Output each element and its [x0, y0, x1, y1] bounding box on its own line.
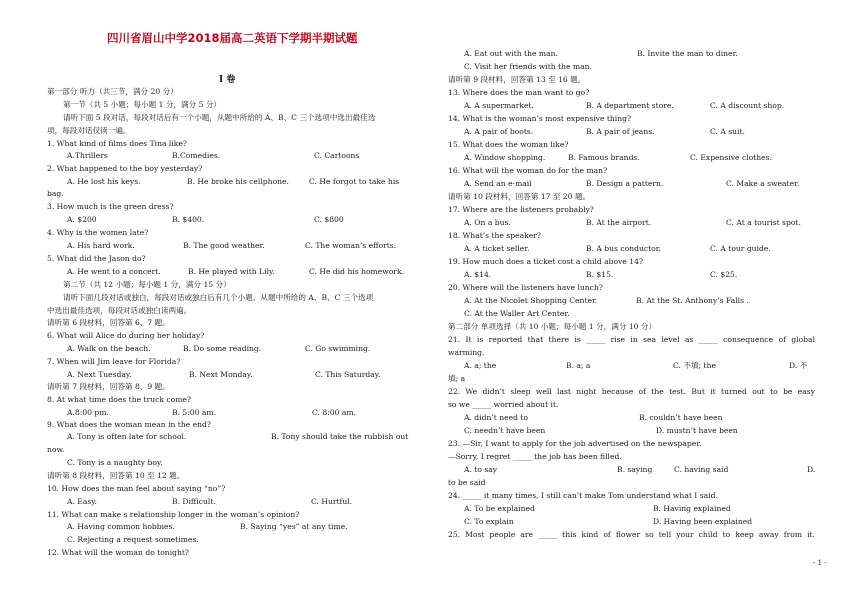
answer-option: C. Make a sweater.	[726, 179, 800, 188]
answer-option: A.8:00 pm.	[67, 408, 109, 417]
answer-option: B. $15.	[586, 270, 614, 279]
left-line: 1. What kind of films does Tina like?	[47, 139, 187, 148]
right-line: 21. It is reported that there is _____ rise in sea level as _____ consequence of global	[448, 335, 815, 344]
answer-option: B. Tony should take the rubbish out	[271, 432, 409, 441]
answer-option: A. to say	[464, 465, 498, 474]
answer-option: B. Invite the man to diner.	[637, 49, 738, 58]
answer-option: C. The woman’s efforts.	[305, 241, 397, 250]
right-line: warming.	[448, 348, 485, 357]
answer-option: C. having said	[674, 465, 729, 474]
answer-option: A. Having common hobbies.	[67, 522, 175, 531]
answer-option: C. Go swimming.	[305, 344, 371, 353]
answer-option: B. couldn’t have been	[639, 413, 723, 422]
left-line: 请听第 6 段材料，回答第 6、7 题。	[47, 318, 170, 327]
answer-option: A. $200	[67, 215, 97, 224]
answer-option: C. Cartoons	[314, 151, 360, 160]
answer-option: A. At the Nicolet Shopping Center.	[464, 296, 598, 305]
answer-option: A. a; the	[464, 361, 497, 370]
answer-option: D. 不	[789, 361, 808, 370]
answer-option: D. Having been explained	[653, 517, 753, 526]
answer-option: A. didn’t need to	[464, 413, 529, 422]
left-line: 3. How much is the green dress?	[47, 202, 174, 211]
answer-option: C. He forgot to take his	[309, 177, 400, 186]
answer-option: C. 8:00 am.	[312, 408, 356, 417]
answer-option: B. 5:00 am.	[172, 408, 217, 417]
right-line: so we _____ worried about it.	[448, 400, 559, 409]
left-line: now.	[47, 445, 65, 454]
left-line: 11. What can make s relationship longer in the woman’s opinion?	[47, 510, 300, 519]
right-line: 请听第 9 段材料，回答第 13 至 16 题。	[448, 75, 586, 84]
left-line: 8. At what time does the truck come?	[47, 395, 191, 404]
answer-option: B. At the St. Anthony’s Falls .	[636, 296, 749, 305]
answer-option: D.	[807, 465, 816, 474]
answer-option: A. Next Tuesday.	[67, 370, 132, 379]
left-line: 7. When will Jim leave for Florida?	[47, 357, 181, 366]
right-line: C. Visit her friends with the man.	[464, 62, 592, 71]
answer-option: B. He broke his cellphone.	[187, 177, 289, 186]
answer-option: B. He played with Lily.	[188, 267, 275, 276]
answer-option: C. Hurtful.	[311, 497, 353, 506]
answer-option: B. A department store.	[586, 101, 674, 110]
answer-option: B. Next Monday.	[189, 370, 253, 379]
answer-option: C. A discount shop.	[710, 101, 785, 110]
answer-option: C. Expensive clothes.	[690, 153, 772, 162]
left-line: 请听下面几段对话或独白，每段对话或独白后有几个小题，从题中所给的 A、B、C 三个选项	[63, 293, 374, 302]
answer-option: C. At a tourist spot.	[726, 218, 801, 227]
answer-option: B. saying	[617, 465, 653, 474]
answer-option: A. Window shopping.	[464, 153, 546, 162]
right-line: 请听第 10 段材料，回答第 17 至 20 题。	[448, 192, 591, 201]
left-line: 第一节（共 5 小题；每小题 1 分，满分 5 分）	[63, 100, 222, 109]
answer-option: A. Easy.	[67, 497, 97, 506]
right-line: to be said	[448, 478, 486, 487]
answer-option: A. Eat out with the man.	[464, 49, 558, 58]
left-line: 第一部分 听力（共三节，满分 20 分）	[47, 87, 178, 96]
answer-option: A. $14.	[464, 270, 492, 279]
right-line: 第二部分 单项选择（共 10 小题；每小题 1 分，满分 10 分）	[448, 322, 657, 331]
left-line: 4. Why is the women late?	[47, 228, 149, 237]
answer-option: C. 不填; the	[673, 361, 716, 370]
right-line: 19. How much does a ticket cost a child above 14?	[448, 257, 644, 266]
answer-option: A. Tony is often late for school.	[67, 432, 187, 441]
answer-option: B. A pair of jeans.	[586, 127, 655, 136]
answer-option: C. To explain	[464, 517, 514, 526]
answer-option: A. A ticket seller.	[464, 244, 530, 253]
answer-option: A. To be explained	[464, 504, 535, 513]
answer-option: B. $400.	[172, 215, 205, 224]
answer-option: C. needn’t have been	[464, 426, 546, 435]
left-line: 请听第 7 段材料，回答第 8、9 题。	[47, 382, 170, 391]
answer-option: B. The good weather.	[183, 241, 265, 250]
answer-option: C. This Saturday.	[315, 370, 381, 379]
left-line: 请听第 8 段材料，回答第 10 至 12 题。	[47, 471, 185, 480]
right-line: 22. We didn’t sleep well last night because of the test. But it turned out to be easy	[448, 387, 815, 396]
right-line: 24. _____ it many times, I still can’t make Tom understand what I said.	[448, 491, 718, 500]
left-line: 10. How does the man feel about saying “no”?	[47, 484, 226, 493]
answer-option: C. A suit.	[710, 127, 745, 136]
page-title: 四川省眉山中学2018届高二英语下学期半期试题	[107, 31, 358, 45]
answer-option: A.Thrillers	[67, 151, 108, 160]
right-line: 15. What does the woman like?	[448, 140, 569, 149]
left-line: 6. What will Alice do during her holiday?	[47, 331, 205, 340]
answer-option: A. Send an e-mail	[464, 179, 532, 188]
right-line: 23. —Sir, I want to apply for the job advertised on the newspaper.	[448, 439, 702, 448]
answer-option: B. Difficult.	[172, 497, 216, 506]
answer-option: B. At the airport.	[586, 218, 652, 227]
answer-option: B. Famous brands.	[568, 153, 640, 162]
answer-option: B. A bus conductor.	[586, 244, 661, 253]
answer-option: A. On a bus.	[464, 218, 511, 227]
left-line: 中选出最佳选项，每段对话或独白读两遍。	[47, 306, 192, 315]
answer-option: C. $25.	[710, 270, 738, 279]
right-line: 填; a	[448, 374, 466, 383]
answer-option: B.Comedies.	[172, 151, 221, 160]
answer-option: B. Saying “yes” at any time.	[240, 522, 348, 531]
answer-option: A. His hard work.	[67, 241, 135, 250]
right-line: 13. Where does the man want to go?	[448, 88, 590, 97]
answer-option: B. a; a	[566, 361, 591, 370]
left-line: 项，每段对话仅读一遍。	[47, 126, 131, 135]
answer-option: A. He went to a concert.	[67, 267, 161, 276]
right-line: —Sorry, I regret _____ the job has been filled.	[448, 452, 622, 461]
left-line: C. Tony is a naughty boy.	[67, 458, 163, 467]
left-line: 第二节（共 12 小题；每小题 1 分，满分 15 分）	[63, 280, 231, 289]
answer-option: B. Do some reading.	[183, 344, 262, 353]
answer-option: A. A pair of boots.	[464, 127, 534, 136]
left-line: bag.	[47, 189, 64, 198]
right-line: 25. Most people are _____ this kind of flower so tell your child to keep away from it.	[448, 530, 815, 539]
right-line: 20. Where will the listeners have lunch?	[448, 283, 603, 292]
answer-option: B. Design a pattern.	[586, 179, 664, 188]
answer-option: C. $800	[314, 215, 344, 224]
answer-option: D. mustn’t have been	[656, 426, 738, 435]
answer-option: C. A tour guide.	[710, 244, 771, 253]
left-line: 12. What will the woman do tonight?	[47, 548, 189, 557]
left-line: 9. What does the woman mean in the end?	[47, 420, 211, 429]
answer-option: A. A supermarket.	[464, 101, 534, 110]
right-line: C. At the Waller Art Center.	[464, 309, 570, 318]
right-line: 14. What is the woman’s most expensive thing?	[448, 114, 632, 123]
left-line: 2. What happened to the boy yesterday?	[47, 164, 203, 173]
answer-option: A. Walk on the beach.	[67, 344, 151, 353]
answer-option: A. He lost his keys.	[67, 177, 141, 186]
section-mark: I 卷	[219, 75, 236, 85]
page-number: - 1 -	[813, 559, 827, 567]
left-line: 5. What did the Jason do?	[47, 254, 146, 263]
answer-option: B. Having explained	[653, 504, 731, 513]
right-line: 18. What’s the speaker?	[448, 231, 541, 240]
right-line: 16. What will the woman do for the man?	[448, 166, 608, 175]
right-line: 17. Where are the listeners probably?	[448, 205, 594, 214]
left-line: C. Rejecting a request sometimes.	[67, 535, 199, 544]
left-line: 请听下面 5 段对话，每段对话后有一个小题，从题中所给的 A、B、C 三个选项中选出最佳选	[63, 113, 376, 122]
answer-option: C. He did his homework.	[309, 267, 404, 276]
